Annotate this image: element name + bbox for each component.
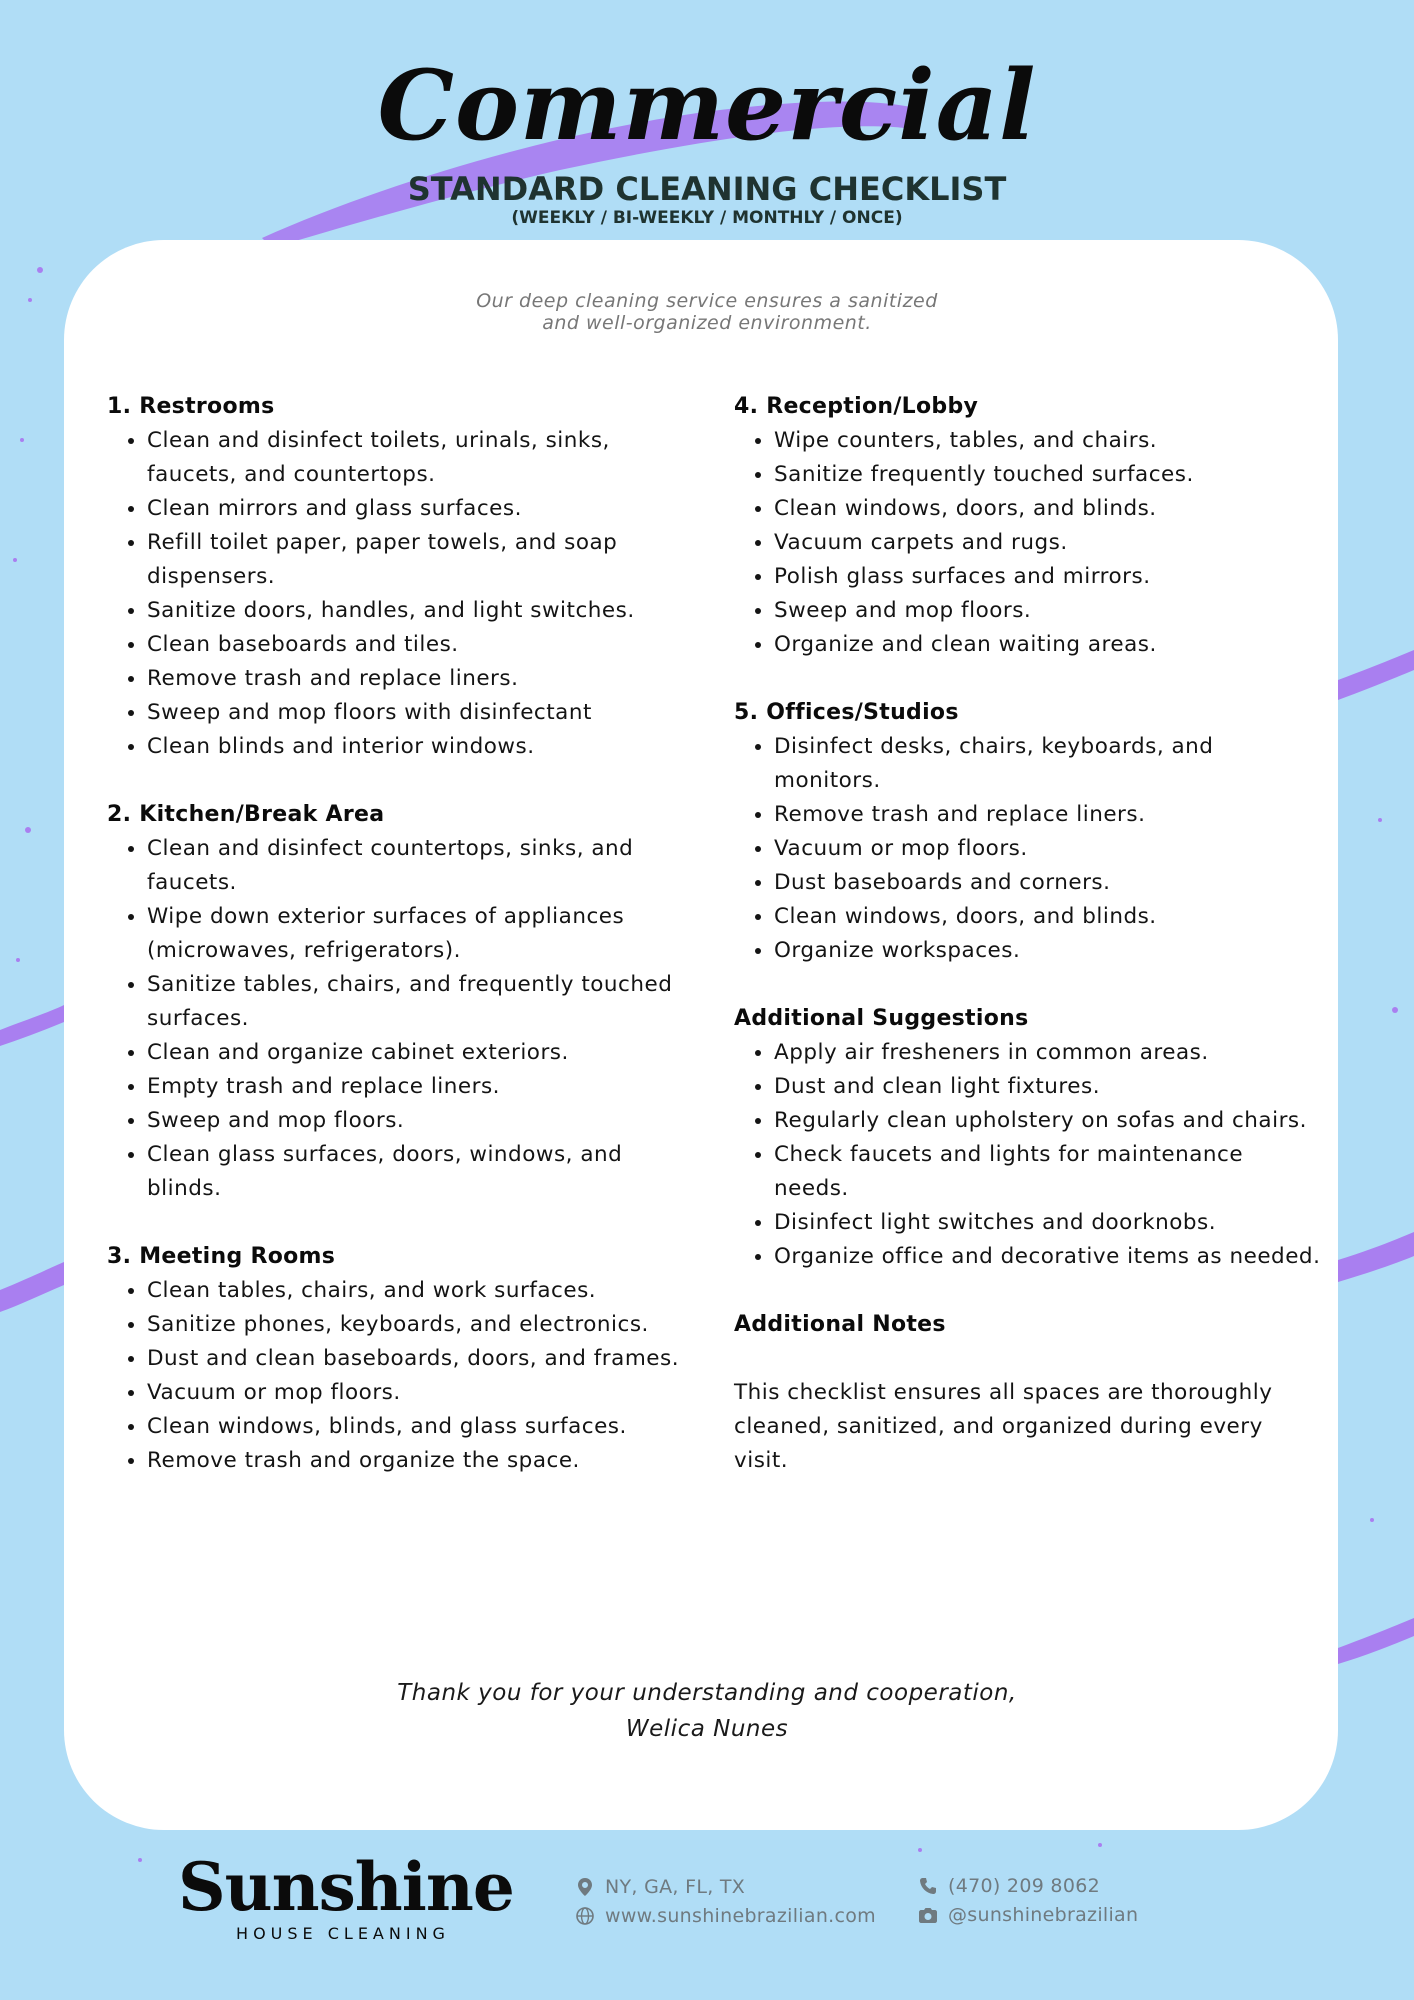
section-meeting-rooms	[107, 1240, 697, 1478]
list-item: • Clean and disinfect toilets, urinals, sinks, faucets, and countertops.	[147, 424, 697, 492]
thank-you-line: Thank you for your understanding and cooperation,	[397, 1680, 1017, 1706]
left-column	[107, 390, 697, 1512]
list-item: • Vacuum or mop floors.	[774, 832, 1324, 866]
list-item: • Remove trash and organize the space.	[147, 1444, 697, 1478]
list-item: • Apply air fresheners in common areas.	[774, 1036, 1324, 1070]
signature: Welica Nunes	[625, 1716, 789, 1742]
contact-block-social	[918, 1871, 1138, 1929]
section-title: Additional Notes	[734, 1312, 946, 1337]
location-row	[575, 1872, 876, 1901]
script-title: Commercial	[377, 49, 1037, 162]
intro-line-1: Our deep cleaning service ensures a sanitized	[476, 290, 938, 312]
section-title: 4. Reception/Lobby	[734, 394, 979, 419]
globe-icon	[575, 1906, 595, 1926]
intro-text	[0, 290, 1414, 334]
list-item: • Dust baseboards and corners.	[774, 866, 1324, 900]
list-item: • Disinfect desks, chairs, keyboards, and monitors.	[774, 730, 1324, 798]
list-item: • Sanitize doors, handles, and light switches.	[147, 594, 697, 628]
list-item: • Vacuum or mop floors.	[147, 1376, 697, 1410]
contact-block-location	[575, 1872, 876, 1930]
checklist	[734, 424, 1324, 662]
section-title: Additional Suggestions	[734, 1006, 1029, 1031]
list-item: • Wipe down exterior surfaces of appliances (microwaves, refrigerators).	[147, 900, 697, 968]
list-item: • Empty trash and replace liners.	[147, 1070, 697, 1104]
section-title: 1. Restrooms	[107, 394, 275, 419]
list-item: • Organize and clean waiting areas.	[774, 628, 1324, 662]
section-title: 3. Meeting Rooms	[107, 1244, 336, 1269]
website-link[interactable]: www.sunshinebrazilian.com	[605, 1904, 876, 1927]
right-column	[734, 390, 1324, 1512]
list-item: • Clean windows, blinds, and glass surfaces.	[147, 1410, 697, 1444]
list-item: • Clean blinds and interior windows.	[147, 730, 697, 764]
list-item: • Clean windows, doors, and blinds.	[774, 492, 1324, 526]
list-item: • Remove trash and replace liners.	[774, 798, 1324, 832]
section-additional-notes	[734, 1308, 1324, 1478]
frequency-subtitle: (WEEKLY / BI-WEEKLY / MONTHLY / ONCE)	[511, 208, 903, 228]
phone-row[interactable]	[918, 1871, 1138, 1900]
list-item: • Sweep and mop floors.	[774, 594, 1324, 628]
notes-text: This checklist ensures all spaces are thoroughly cleaned, sanitized, and organized during every visit.	[734, 1380, 1273, 1473]
list-item: • Polish glass surfaces and mirrors.	[774, 560, 1324, 594]
camera-icon	[918, 1905, 938, 1925]
list-item: • Wipe counters, tables, and chairs.	[774, 424, 1324, 458]
list-item: • Sanitize phones, keyboards, and electronics.	[147, 1308, 697, 1342]
section-offices	[734, 696, 1324, 968]
list-item: • Clean glass surfaces, doors, windows, and blinds.	[147, 1138, 697, 1206]
section-reception	[734, 390, 1324, 662]
list-item: • Dust and clean baseboards, doors, and frames.	[147, 1342, 697, 1376]
list-item: • Check faucets and lights for maintenance needs.	[774, 1138, 1324, 1206]
location-text: NY, GA, FL, TX	[605, 1875, 746, 1898]
list-item: • Dust and clean light fixtures.	[774, 1070, 1324, 1104]
list-item: • Sweep and mop floors with disinfectant	[147, 696, 697, 730]
list-item: • Sanitize tables, chairs, and frequently touched surfaces.	[147, 968, 697, 1036]
section-additional-suggestions	[734, 1002, 1324, 1274]
list-item: • Sweep and mop floors.	[147, 1104, 697, 1138]
list-item: • Clean baseboards and tiles.	[147, 628, 697, 662]
brand-name: Sunshine	[178, 1848, 514, 1926]
list-item: • Disinfect light switches and doorknobs.	[774, 1206, 1324, 1240]
checklist	[107, 832, 697, 1206]
list-item: • Sanitize frequently touched surfaces.	[774, 458, 1324, 492]
instagram-handle[interactable]: @sunshinebrazilian	[948, 1903, 1139, 1926]
instagram-row[interactable]	[918, 1900, 1138, 1929]
list-item: • Vacuum carpets and rugs.	[774, 526, 1324, 560]
section-restrooms	[107, 390, 697, 764]
list-item: • Clean tables, chairs, and work surfaces.	[147, 1274, 697, 1308]
list-item: • Organize workspaces.	[774, 934, 1324, 968]
list-item: • Clean and organize cabinet exteriors.	[147, 1036, 697, 1070]
closing-message	[0, 1675, 1414, 1747]
list-item: • Regularly clean upholstery on sofas and chairs.	[774, 1104, 1324, 1138]
brand-logo	[178, 1848, 514, 1943]
section-kitchen	[107, 798, 697, 1206]
checklist	[107, 424, 697, 764]
page-title: STANDARD CLEANING CHECKLIST	[407, 170, 1007, 208]
section-title: 2. Kitchen/Break Area	[107, 802, 385, 827]
list-item: • Remove trash and replace liners.	[147, 662, 697, 696]
brand-tagline: HOUSE CLEANING	[236, 1924, 450, 1943]
checklist	[734, 1036, 1324, 1274]
list-item: • Clean mirrors and glass surfaces.	[147, 492, 697, 526]
checklist	[734, 730, 1324, 968]
section-title: 5. Offices/Studios	[734, 700, 959, 725]
list-item: • Clean windows, doors, and blinds.	[774, 900, 1324, 934]
list-item: • Organize office and decorative items as needed.	[774, 1240, 1324, 1274]
intro-line-2: and well-organized environment.	[542, 312, 872, 334]
checklist	[107, 1274, 697, 1478]
map-pin-icon	[575, 1877, 595, 1897]
website-row[interactable]	[575, 1901, 876, 1930]
list-item: • Clean and disinfect countertops, sinks, and faucets.	[147, 832, 697, 900]
list-item: • Refill toilet paper, paper towels, and soap dispensers.	[147, 526, 697, 594]
phone-icon	[918, 1876, 938, 1896]
phone-number[interactable]: (470) 209 8062	[948, 1874, 1100, 1897]
